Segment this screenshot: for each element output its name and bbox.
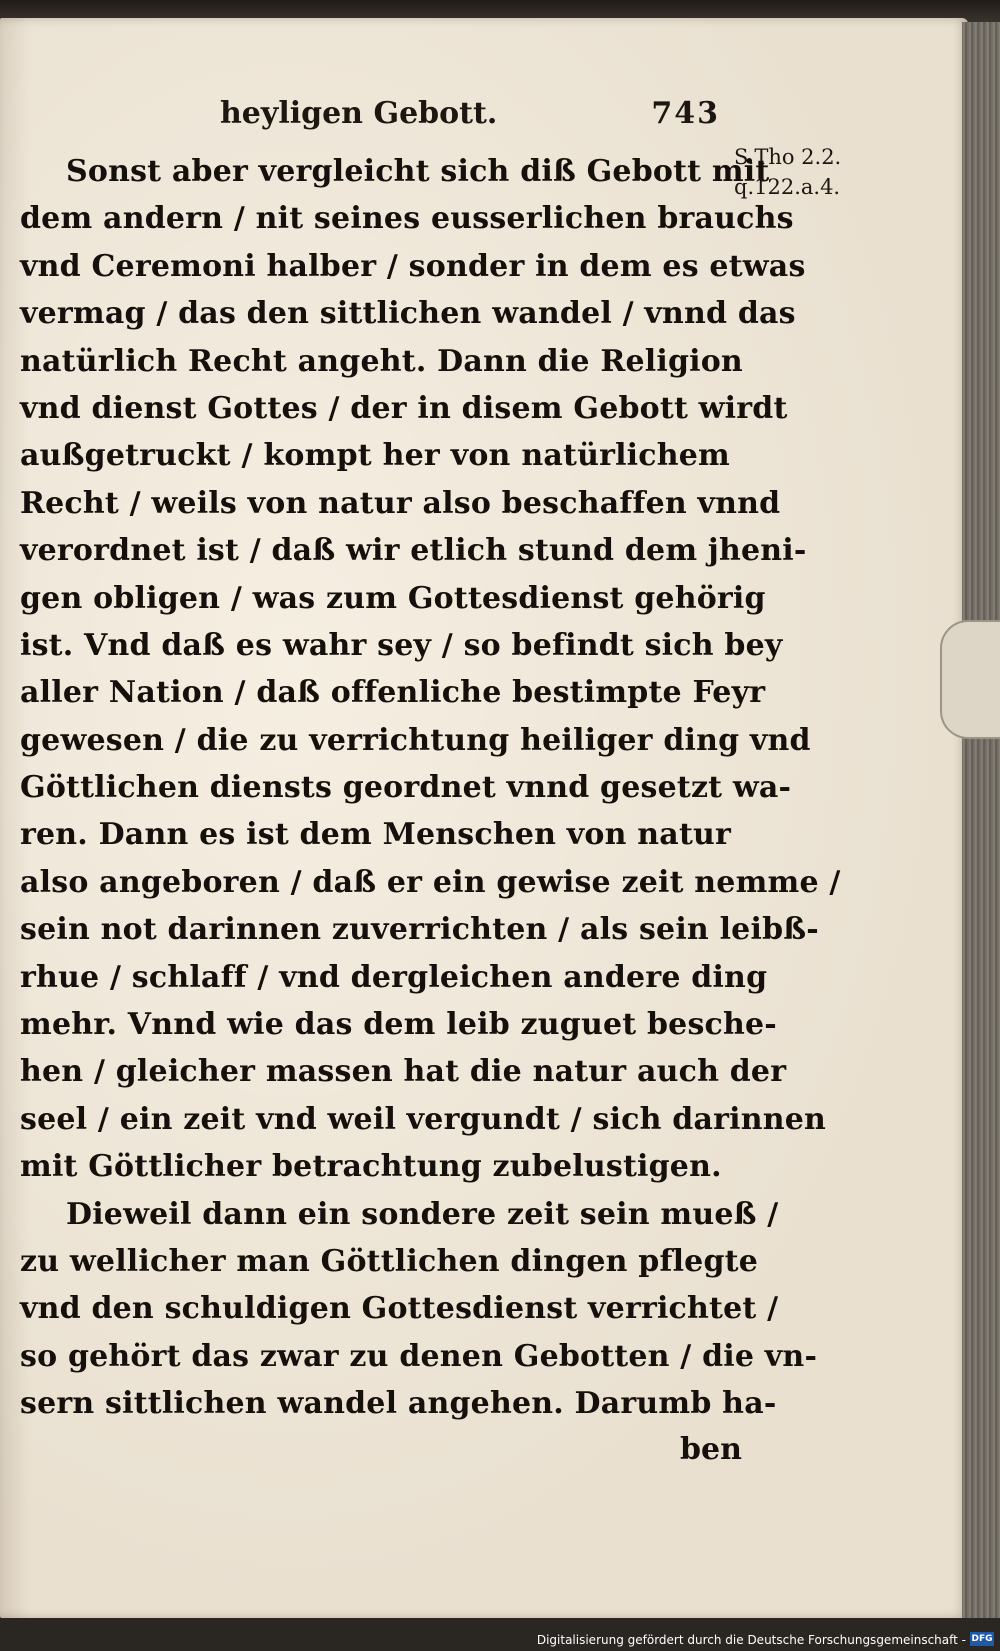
- text-line: ist. Vnd daß es wahr sey / so befindt sich bey: [20, 627, 783, 663]
- marginal-note-line: S.Tho 2.2.: [734, 145, 842, 169]
- text-line: verordnet ist / daß wir etlich stund dem jheni-: [20, 533, 807, 569]
- funding-credit: Digitalisierung gefördert durch die Deutsche Forschungsgemeinschaft -: [536, 1633, 966, 1647]
- text-line: Recht / weils von natur also beschaffen vnnd: [20, 485, 781, 521]
- text-line: Sonst aber vergleicht sich diß Gebott mit: [66, 154, 770, 189]
- page-stack-edge: [962, 22, 1000, 1618]
- text-line: natürlich Recht angeht. Dann die Religion: [20, 343, 743, 379]
- text-line: Dieweil dann ein sondere zeit sein mueß /: [66, 1196, 779, 1232]
- text-line: zu wellicher man Göttlichen dingen pflegte: [20, 1243, 758, 1279]
- page-number: 743: [651, 96, 720, 131]
- text-line: hen / gleicher massen hat die natur auch der: [20, 1054, 787, 1090]
- text-line: dem andern / nit seines eusserlichen brauchs: [20, 201, 794, 237]
- text-line: also angeboren / daß er ein gewise zeit nemme /: [20, 864, 841, 900]
- text-line: sein not darinnen zuverrichten / als sein leibß-: [20, 912, 819, 948]
- running-head: [220, 96, 720, 131]
- text-line: Göttlichen diensts geordnet vnnd gesetzt wa-: [20, 770, 792, 806]
- text-line: sern sittlichen wandel angehen. Darumb ha-: [20, 1386, 777, 1422]
- running-head-title: heyligen Gebott.: [220, 96, 498, 131]
- text-line: mit Göttlicher betrachtung zubelustigen.: [20, 1149, 722, 1185]
- text-line: vnd den schuldigen Gottesdienst verrichtet /: [20, 1291, 779, 1327]
- text-line: rhue / schlaff / vnd dergleichen andere ding: [20, 959, 768, 995]
- text-line: so gehört das zwar zu denen Gebotten / die vn-: [20, 1338, 818, 1374]
- text-line: vnd Ceremoni halber / sonder in dem es etwas: [20, 248, 806, 284]
- text-line: vnd dienst Gottes / der in disem Gebott wirdt: [20, 390, 788, 426]
- text-line: außgetruckt / kompt her von natürlichem: [20, 438, 730, 474]
- text-line: seel / ein zeit vnd weil vergundt / sich darinnen: [20, 1101, 827, 1137]
- page-tab: [940, 620, 1000, 739]
- dfg-logo-icon: DFG: [971, 1634, 993, 1644]
- catchword: ben: [680, 1432, 742, 1467]
- text-line: vermag / das den sittlichen wandel / vnnd das: [20, 296, 796, 332]
- text-line: ren. Dann es ist dem Menschen von natur: [20, 817, 732, 853]
- text-line: mehr. Vnnd wie das dem leib zuguet besche-: [20, 1007, 777, 1043]
- text-line: aller Nation / daß offenliche bestimpte Feyr: [20, 675, 766, 711]
- marginal-note-line: q.122.a.4.: [734, 175, 841, 199]
- text-line: gen obligen / was zum Gottesdienst gehörig: [20, 580, 766, 616]
- text-line: gewesen / die zu verrichtung heiliger ding vnd: [20, 722, 811, 758]
